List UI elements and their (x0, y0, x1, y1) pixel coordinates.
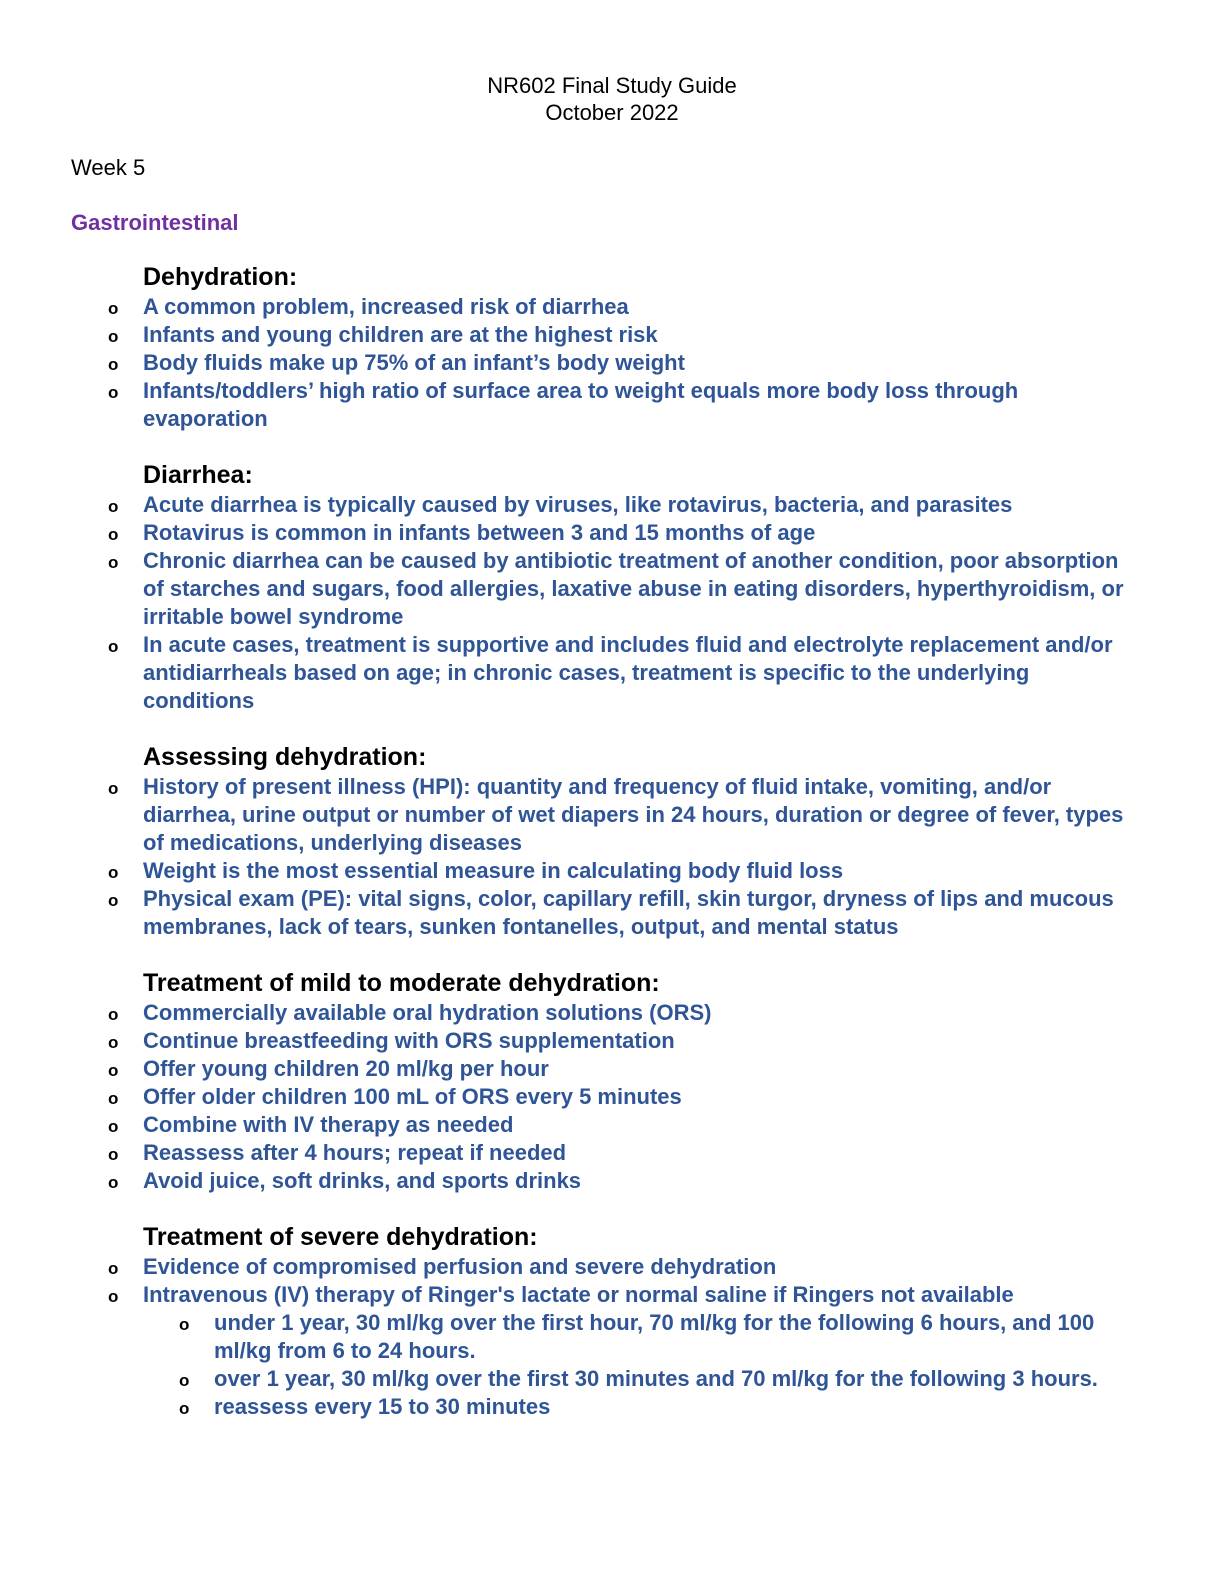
list-item: o In acute cases, treatment is supportive and includes fluid and electrolyte replacement and/or antidiarrheals based on age; in chronic cases, treatment is specific to the underlying conditions (0, 631, 1224, 715)
bullet-list (0, 999, 1224, 1195)
list-item: o A common problem, increased risk of diarrhea (0, 293, 1224, 321)
bullet-list (0, 773, 1224, 941)
list-item: o Rotavirus is common in infants between 3 and 15 months of age (0, 519, 1224, 547)
section-assessing-dehydration (0, 742, 1224, 941)
list-item: o Offer older children 100 mL of ORS every 5 minutes (0, 1083, 1224, 1111)
list-item: o Intravenous (IV) therapy of Ringer's lactate or normal saline if Ringers not available (0, 1281, 1224, 1309)
list-item: o Chronic diarrhea can be caused by antibiotic treatment of another condition, poor absorption of starches and sugars, food allergies, laxative abuse in eating disorders, hyperthyroidism, or irritable bowel syndrome (0, 547, 1224, 631)
bullet-list (0, 293, 1224, 433)
section-title: Treatment of severe dehydration: (143, 1223, 538, 1251)
document-date: October 2022 (545, 100, 679, 125)
list-item: o Infants and young children are at the highest risk (0, 321, 1224, 349)
section-title: Diarrhea: (143, 461, 253, 489)
sub-list-item: o under 1 year, 30 ml/kg over the first hour, 70 ml/kg for the following 6 hours, and 100 ml/kg from 6 to 24 hours. (143, 1309, 1140, 1365)
document-header (0, 72, 1224, 126)
list-item: o Acute diarrhea is typically caused by viruses, like rotavirus, bacteria, and parasites (0, 491, 1224, 519)
list-item: o Combine with IV therapy as needed (0, 1111, 1224, 1139)
week-label: Week 5 (71, 155, 146, 180)
list-item: o Infants/toddlers’ high ratio of surface area to weight equals more body loss through evaporation (0, 377, 1224, 433)
list-item: o Weight is the most essential measure in calculating body fluid loss (0, 857, 1224, 885)
list-item: o Physical exam (PE): vital signs, color, capillary refill, skin turgor, dryness of lips and mucous membranes, lack of tears, sunken fontanelles, output, and mental status (0, 885, 1224, 941)
section-title: Treatment of mild to moderate dehydration: (143, 969, 660, 997)
list-item: o Continue breastfeeding with ORS supplementation (0, 1027, 1224, 1055)
document-title: NR602 Final Study Guide (487, 73, 737, 98)
sub-bullet-list (143, 1309, 1140, 1421)
section-treatment-severe (0, 1222, 1224, 1421)
category-heading: Gastrointestinal (71, 210, 239, 235)
section-treatment-mild-moderate (0, 968, 1224, 1195)
section-diarrhea (0, 460, 1224, 715)
list-item: o Commercially available oral hydration solutions (ORS) (0, 999, 1224, 1027)
list-item: o Reassess after 4 hours; repeat if needed (0, 1139, 1224, 1167)
list-item: o Body fluids make up 75% of an infant’s body weight (0, 349, 1224, 377)
list-item: o History of present illness (HPI): quantity and frequency of fluid intake, vomiting, and/or diarrhea, urine output or number of wet diapers in 24 hours, duration or degree of fever, types of medications, underlying diseases (0, 773, 1224, 857)
sub-list-item: o over 1 year, 30 ml/kg over the first 30 minutes and 70 ml/kg for the following 3 hours. (143, 1365, 1140, 1393)
section-title: Dehydration: (143, 263, 298, 291)
bullet-list (0, 491, 1224, 715)
list-item: o Offer young children 20 ml/kg per hour (0, 1055, 1224, 1083)
section-dehydration (0, 262, 1224, 433)
section-title: Assessing dehydration: (143, 743, 427, 771)
list-item: o Evidence of compromised perfusion and severe dehydration (0, 1253, 1224, 1281)
sub-list-item: o reassess every 15 to 30 minutes (143, 1393, 1140, 1421)
sub-list-wrapper (0, 1309, 1224, 1421)
bullet-list (0, 1253, 1224, 1309)
document-content (0, 262, 1224, 1448)
list-item: o Avoid juice, soft drinks, and sports drinks (0, 1167, 1224, 1195)
